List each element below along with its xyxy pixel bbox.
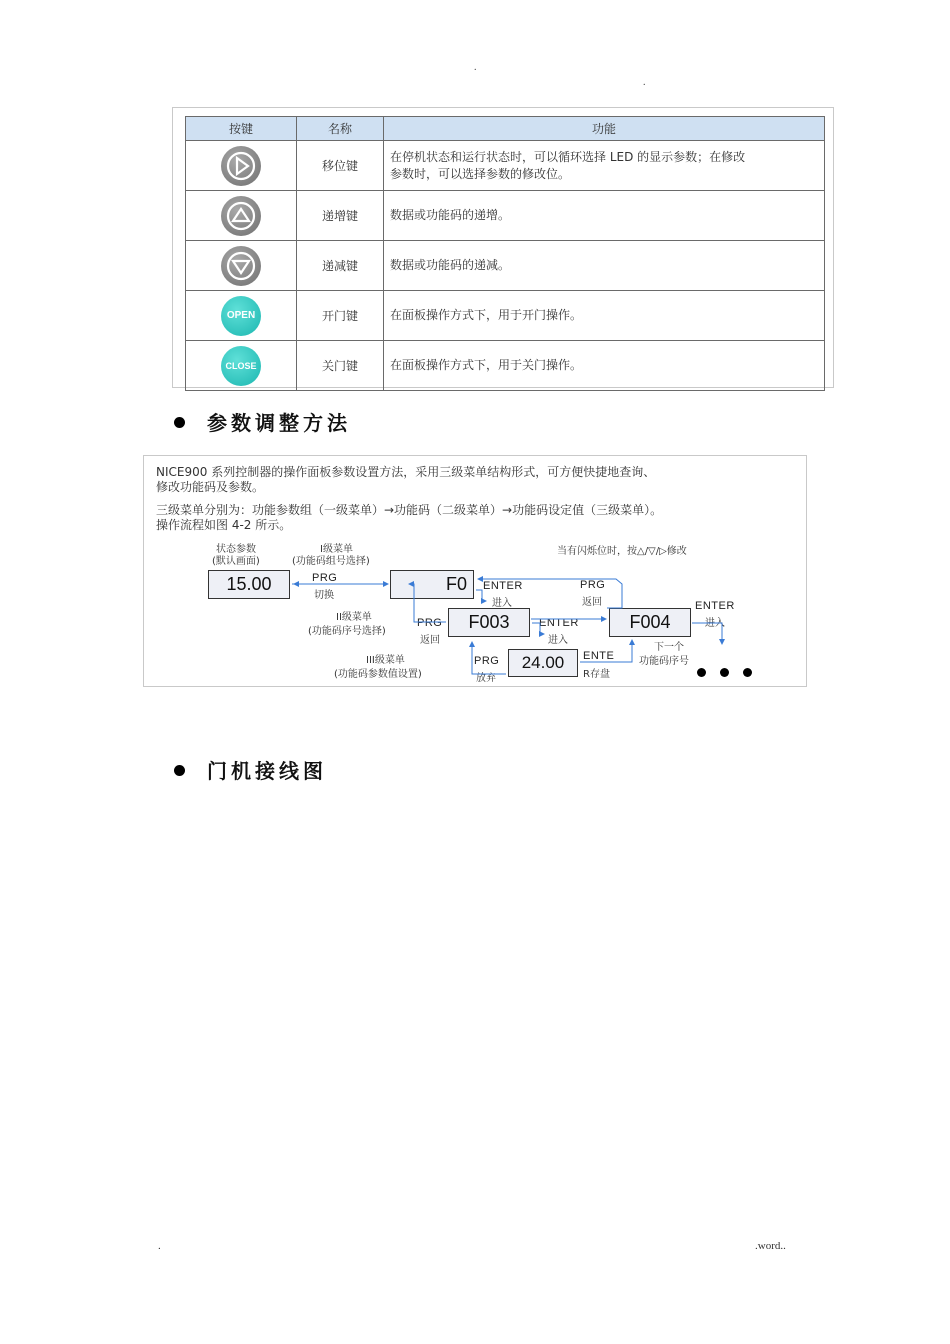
- key-function: 在停机状态和运行状态时，可以循环选择 LED 的显示参数；在修改: [390, 149, 746, 164]
- state-sublabel: (默认画面): [212, 556, 260, 567]
- up-arrow-icon: [221, 196, 261, 236]
- save-label: R存盘: [583, 669, 610, 680]
- key-name: 递减键: [297, 241, 384, 291]
- prg-key-label: PRG: [312, 572, 338, 584]
- prg-key-label: PRG: [417, 617, 443, 629]
- enter-key-label: ENTE: [583, 650, 615, 662]
- column-header-key: 按键: [186, 117, 297, 141]
- table-row: [186, 241, 825, 291]
- key-table-frame: [172, 107, 834, 388]
- menu3-sublabel: (功能码参数值设置): [334, 669, 422, 680]
- table-row: [186, 341, 825, 391]
- blink-note: 当有闪烁位时，按△/▽/▷修改: [557, 546, 687, 557]
- menu1-sublabel: (功能码组号选择): [292, 556, 370, 567]
- header-dot: .: [643, 77, 646, 88]
- bullet-icon: [174, 417, 185, 428]
- menu-flow-diagram: [143, 455, 807, 687]
- header-dot: .: [474, 62, 477, 73]
- menu2-label: II级菜单: [336, 612, 372, 623]
- section-title: 门机接线图: [207, 759, 327, 783]
- key-name: 关门键: [297, 341, 384, 391]
- table-row: [186, 191, 825, 241]
- menu1-label: I级菜单: [320, 544, 353, 555]
- lcd-state: 15.00: [208, 570, 290, 599]
- key-table: [185, 116, 825, 391]
- more-dot-icon: [697, 668, 706, 677]
- flow-arrows: [144, 456, 808, 688]
- table-row: [186, 141, 825, 191]
- lcd-value: 24.00: [508, 649, 578, 677]
- key-name: 开门键: [297, 291, 384, 341]
- down-arrow-icon: [221, 246, 261, 286]
- key-name: 递增键: [297, 191, 384, 241]
- next-label: 下一个: [654, 642, 684, 653]
- more-dot-icon: [743, 668, 752, 677]
- enter-key-label: ENTER: [483, 580, 523, 592]
- lcd-f0: F0: [390, 570, 474, 599]
- enter-key-label: ENTER: [695, 600, 735, 612]
- section-title: 参数调整方法: [207, 411, 351, 435]
- close-key-icon: CLOSE: [221, 346, 261, 386]
- enter-in-label: 进入: [705, 618, 725, 629]
- footer-right: .word..: [755, 1240, 786, 1252]
- return-label: 返回: [420, 635, 440, 646]
- next-code-label: 功能码序号: [639, 656, 689, 667]
- key-function: 参数时，可以选择参数的修改位。: [390, 166, 571, 181]
- intro-text: 修改功能码及参数。: [156, 480, 265, 494]
- open-key-icon: OPEN: [221, 296, 261, 336]
- shift-key-icon: [221, 146, 261, 186]
- intro-text: 操作流程如图 4-2 所示。: [156, 518, 292, 532]
- return-label: 返回: [582, 597, 602, 608]
- switch-label: 切换: [314, 590, 334, 601]
- state-label: 状态参数: [216, 544, 256, 555]
- more-dot-icon: [720, 668, 729, 677]
- lcd-f003: F003: [448, 608, 530, 637]
- key-function: 数据或功能码的递增。: [384, 191, 825, 241]
- footer-left: .: [158, 1240, 161, 1252]
- enter-in-label: 进入: [548, 635, 568, 646]
- section-heading: [174, 407, 351, 436]
- key-name: 移位键: [297, 141, 384, 191]
- section-heading: [174, 755, 327, 784]
- bullet-icon: [174, 765, 185, 776]
- menu2-sublabel: (功能码序号选择): [308, 626, 386, 637]
- key-function: 数据或功能码的递减。: [384, 241, 825, 291]
- table-header-row: [186, 117, 825, 141]
- menu3-label: III级菜单: [366, 655, 405, 666]
- enter-in-label: 进入: [492, 598, 512, 609]
- key-function: 在面板操作方式下，用于开门操作。: [384, 291, 825, 341]
- enter-key-label: ENTER: [539, 617, 579, 629]
- column-header-name: 名称: [297, 117, 384, 141]
- abandon-label: 放弃: [476, 673, 496, 684]
- prg-key-label: PRG: [474, 655, 500, 667]
- intro-text: 三级菜单分别为：功能参数组（一级菜单）→功能码（二级菜单）→功能码设定值（三级菜单）。: [156, 503, 663, 517]
- intro-text: NICE900 系列控制器的操作面板参数设置方法，采用三级菜单结构形式，可方便快捷地查询、: [156, 465, 656, 479]
- table-row: [186, 291, 825, 341]
- lcd-f004: F004: [609, 608, 691, 637]
- column-header-function: 功能: [384, 117, 825, 141]
- key-function: 在面板操作方式下，用于关门操作。: [384, 341, 825, 391]
- prg-key-label: PRG: [580, 579, 606, 591]
